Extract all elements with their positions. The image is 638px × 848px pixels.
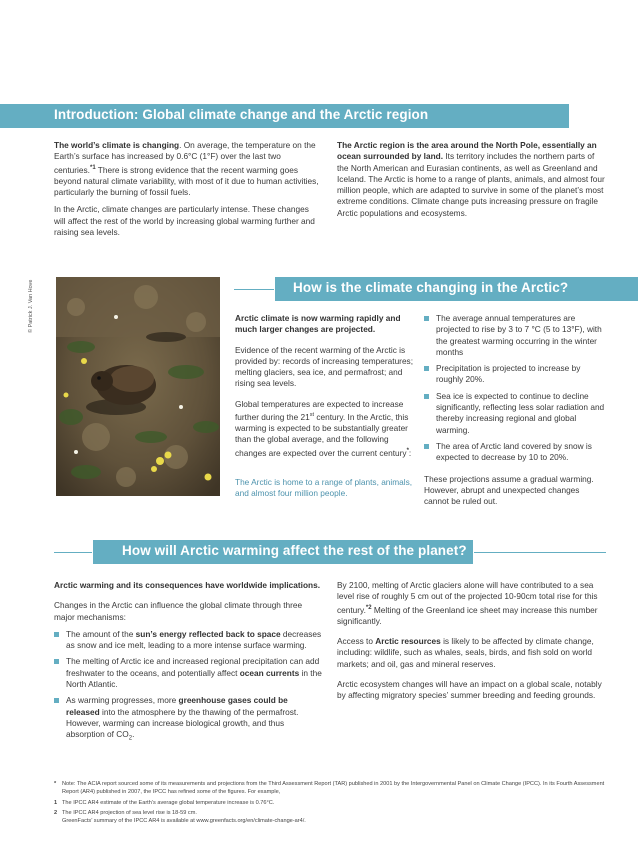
section-header-introduction: [0, 104, 569, 128]
lemming-photo-illustration: [56, 277, 220, 496]
list-item: Sea ice is expected to continue to decline significantly, reflecting less solar radiation and thereby increasing regional and global warming.: [424, 391, 606, 436]
list-item: As warming progresses, more greenhouse gases could be released into the atmosphere by the thawing of the permafrost. However, warming can increase biological growth, and thus absorption of $CO_2$.: [54, 695, 322, 745]
planet-effects-lead: Arctic warming and its consequences have worldwide implications.: [54, 580, 321, 590]
bullet-square-icon: [54, 659, 59, 664]
bullet-square-icon: [424, 316, 429, 321]
section-divider-left: [54, 552, 92, 553]
arctic-changes-paragraph-1: Evidence of the recent warming of the Arctic is provided by: records of increasing temperatures; melting glaciers, sea ice, and permafrost; and rising sea levels.: [235, 344, 414, 389]
intro-paragraph-2: In the Arctic, climate changes are particularly intense. These changes will affect the rest of the world by increasing global warming further and raising sea levels.: [54, 204, 315, 237]
projected-changes-list: [424, 313, 606, 464]
photo-caption: The Arctic is home to a range of plants, animals, and almost four million people.: [235, 476, 413, 499]
planet-effects-column-right: [337, 580, 605, 707]
resources-paragraph: Access to Arctic resources is likely to be affected by climate change, including: wildlife, such as whales, seals, birds, and fish sold on world markets; and oil, gas and mineral reserves.: [337, 635, 594, 669]
bullet-square-icon: [424, 394, 429, 399]
list-item: The melting of Arctic ice and increased regional precipitation can add freshwater to the oceans, and potentially affect ocean currents in the North Atlantic.: [54, 656, 322, 690]
section-divider-right: [474, 552, 606, 553]
list-item: The amount of the sun’s energy reflected back to space decreases as snow and ice melt, leading to a more intense surface warming.: [54, 629, 322, 652]
intro-column-right: [337, 140, 605, 225]
section-header-arctic-changes: [275, 277, 638, 301]
sea-level-paragraph: By 2100, melting of Arctic glaciers alone will have contributed to a sea level rise of roughly 5 cm out of the projected 10-90cm total rise for this century.$^{*2}$ Melting of the Greenland ice sheet may increase this number significantly.: [337, 580, 598, 626]
footnote-1: 1 The IPCC AR4 estimate of the Earth’s average global temperature increase is 0.76°C.: [54, 799, 275, 806]
section-title: Introduction: Global climate change and the Arctic region: [54, 107, 429, 122]
photo-credit: © Patrick J. Van Hove: [28, 279, 34, 333]
bullet-square-icon: [54, 698, 59, 703]
footnote-2: 2 The IPCC AR4 projection of sea level rise is 18-59 cm.: [54, 809, 197, 816]
planet-effects-intro: Changes in the Arctic can influence the global climate through three major mechanisms:: [54, 600, 303, 622]
arctic-changes-column-left: [235, 313, 417, 505]
list-item: The average annual temperatures are projected to rise by 3 to 7 °C (5 to 13°F), with the greatest warming occurring in the winter months: [424, 313, 606, 358]
footnote-greenfacts: GreenFacts’ summary of the IPCC AR4 is available at www.greenfacts.org/en/climate-change-ar4/.: [62, 818, 306, 825]
footnote-star: * Note: The ACIA report sourced some of its measurements and projections from the Third Assessment Report (TAR) published in 2001 by the Intergovernmental Panel on Climate Change (IPCC). In its Fourth Assessment Report (AR4) published in 2007, the IPCC has refined some of the figures. For example,: [54, 781, 605, 796]
lemming-photo: [56, 277, 220, 496]
intro-paragraph-1: The world’s climate is changing. On average, the temperature on the Earth’s surface has increased by 0.6°C (1°F) over the last two centuries.$^{*1}$ There is strong evidence that the recent warming goes beyond natural climate variability, with most of it due to human activities, particularly the burning of fossil fuels.: [54, 140, 319, 197]
bullet-square-icon: [424, 366, 429, 371]
list-item: The area of Arctic land covered by snow is expected to decrease by 10 to 20%.: [424, 441, 606, 464]
intro-column-left: [54, 140, 322, 244]
bullet-square-icon: [54, 632, 59, 637]
section-title: How is the climate changing in the Arctic?: [293, 280, 569, 295]
arctic-definition-paragraph: The Arctic region is the area around the North Pole, essentially an ocean surrounded by land. Its territory includes the northern parts of the North American and Eurasian continents, as well as Greenland and Iceland. The Arctic is home to a range of plants, animals, and almost four million people, which are adapted to survive in some of the planet’s most extreme conditions. Climate change puts increasing pressure on fragile Arctic populations and ecosystems.: [337, 140, 605, 218]
section-title: How will Arctic warming affect the rest of the planet?: [122, 543, 467, 558]
section-header-planet-effects: [93, 540, 473, 564]
mechanisms-list: [54, 629, 322, 745]
arctic-changes-column-right: [424, 313, 606, 513]
list-item: Precipitation is projected to increase by roughly 20%.: [424, 363, 606, 386]
projections-note: These projections assume a gradual warming. However, abrupt and unexpected changes cannot be ruled out.: [424, 473, 594, 507]
bullet-square-icon: [424, 444, 429, 449]
planet-effects-column-left: [54, 580, 322, 750]
section-divider-left: [234, 289, 274, 290]
ecosystem-paragraph: Arctic ecosystem changes will have an impact on a global scale, notably by affecting migratory species’ summer breeding and feeding grounds.: [337, 678, 602, 701]
arctic-changes-lead: Arctic climate is now warming rapidly and much larger changes are projected.: [235, 313, 401, 335]
footnotes: [54, 780, 614, 825]
arctic-changes-paragraph-2: Global temperatures are expected to increase further during the 21st century. In the Arctic, this warming is expected to be substantially greater than the global average, and the following changes are expected over the current century*:: [235, 398, 412, 458]
